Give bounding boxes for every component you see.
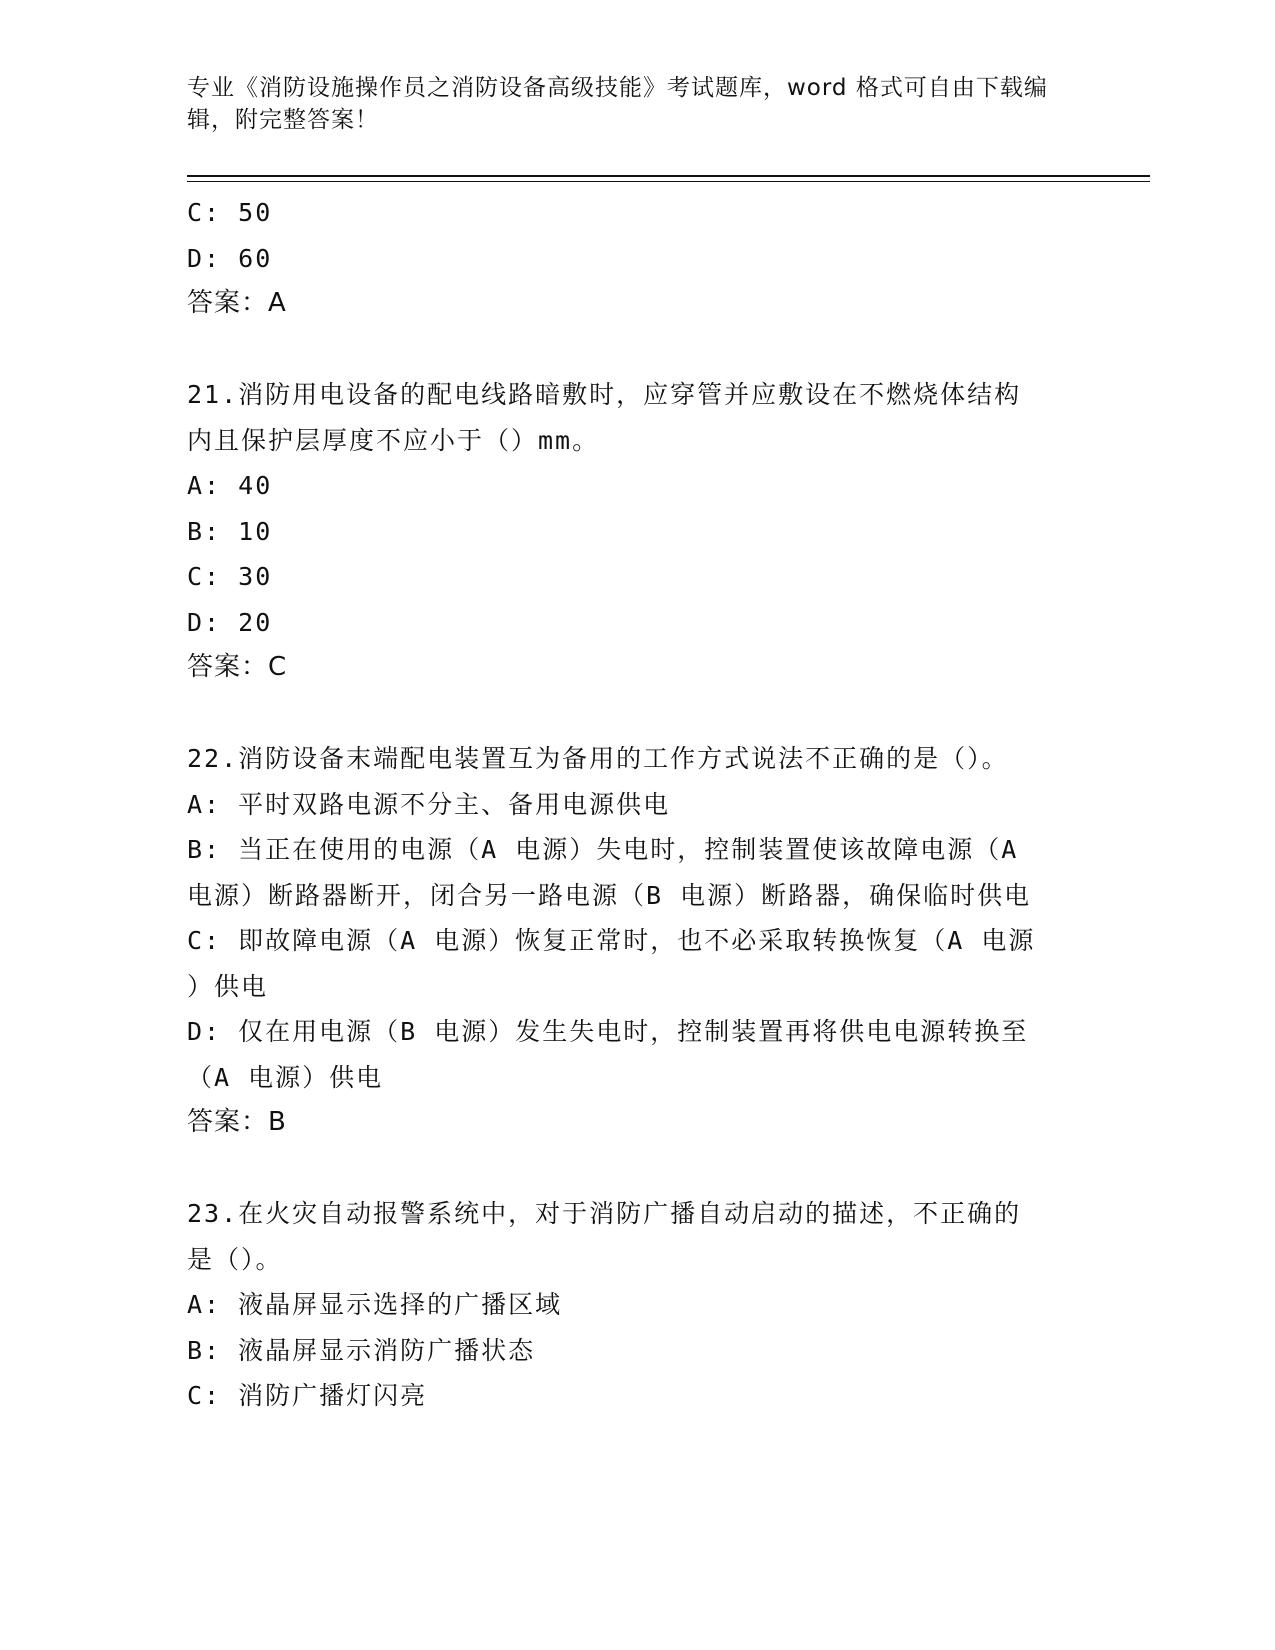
header-line-1: 专业《消防设施操作员之消防设备高级技能》考试题库，word 格式可自由下载编 [187, 75, 1048, 101]
answer-line: 答案：C [187, 652, 288, 682]
page-header [187, 72, 1067, 136]
answer-line: 答案：A [187, 288, 287, 318]
question-stem-cont: 内且保护层厚度不应小于（）mm。 [187, 425, 600, 455]
question-stem: 22.消防设备末端配电装置互为备用的工作方式说法不正确的是（）。 [187, 744, 1009, 773]
option-b: B: 液晶屏显示消防广播状态 [187, 1335, 536, 1365]
option-a: A: 液晶屏显示选择的广播区域 [187, 1290, 563, 1319]
option-d: D: 60 [187, 243, 273, 273]
option-d: D: 仅在用电源（B 电源）发生失电时，控制装置再将供电电源转换至 [187, 1017, 1029, 1046]
answer-line: 答案：B [187, 1107, 287, 1137]
option-c: C: 消防广播灯闪亮 [187, 1381, 428, 1410]
question-body [187, 190, 1087, 1419]
option-d-cont: （A 电源）供电 [187, 1062, 384, 1092]
question-23 [187, 1191, 1087, 1419]
option-c: C: 30 [187, 562, 273, 591]
option-c: C: 即故障电源（A 电源）恢复正常时，也不必采取转换恢复（A 电源 [187, 926, 1036, 955]
question-22 [187, 736, 1087, 1146]
option-b: B: 10 [187, 516, 273, 546]
option-b: B: 当正在使用的电源（A 电源）失电时，控制装置使该故障电源（A [187, 835, 1019, 864]
header-line-2: 辑，附完整答案！ [187, 107, 379, 133]
option-b-cont: 电源）断路器断开，闭合另一路电源（B 电源）断路器，确保临时供电 [187, 880, 1032, 910]
option-c-cont: ）供电 [187, 971, 269, 1001]
option-d: D: 20 [187, 607, 273, 637]
option-a: A: 40 [187, 471, 273, 500]
question-stem: 23.在火灾自动报警系统中，对于消防广播自动启动的描述，不正确的 [187, 1199, 1022, 1228]
question-21 [187, 372, 1087, 691]
previous-question-tail [187, 190, 1087, 327]
question-stem-cont: 是（）。 [187, 1244, 283, 1274]
header-rule-thick [187, 175, 1150, 177]
question-stem: 21.消防用电设备的配电线路暗敷时，应穿管并应敷设在不燃烧体结构 [187, 380, 1022, 409]
option-a: A: 平时双路电源不分主、备用电源供电 [187, 789, 671, 819]
option-c: C: 50 [187, 198, 273, 227]
header-rule-thin [187, 181, 1150, 182]
